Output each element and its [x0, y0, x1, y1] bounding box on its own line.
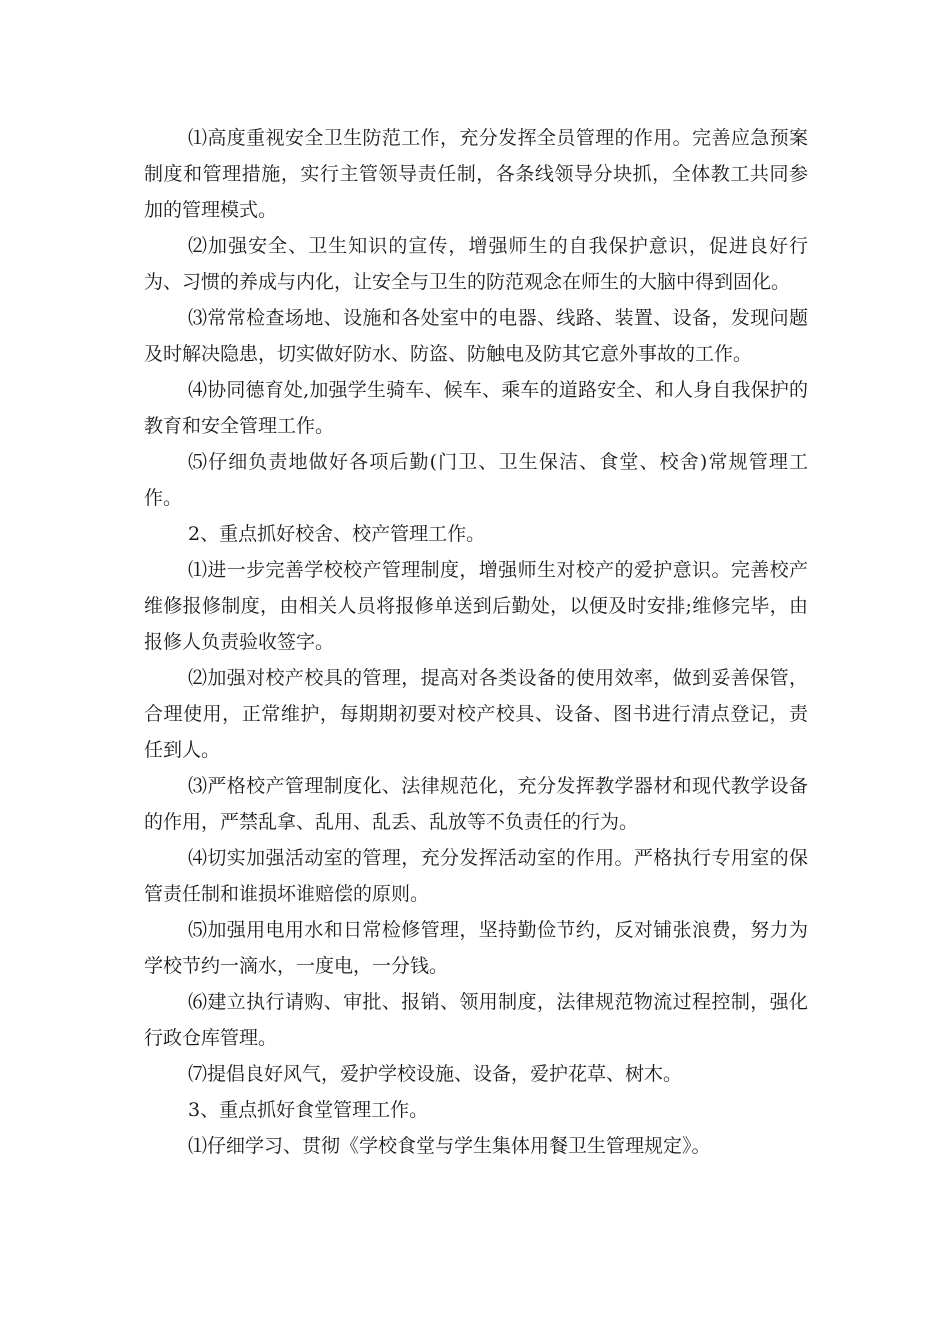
paragraph: ⑶常常检查场地、设施和各处室中的电器、线路、装置、设备，发现问题及时解决隐患，切实做好防水、防盗、防触电及防其它意外事故的工作。 — [144, 307, 808, 365]
paragraph: ⑴仔细学习、贯彻《学校食堂与学生集体用餐卫生管理规定》。 — [188, 1135, 711, 1157]
paragraph: ⑶严格校产管理制度化、法律规范化，充分发挥教学器材和现代教学设备的作用，严禁乱拿、乱用、乱丢、乱放等不负责任的行为。 — [144, 775, 808, 833]
section-heading: 3、重点抓好食堂管理工作。 — [188, 1099, 429, 1121]
paragraph: ⑷协同德育处,加强学生骑车、候车、乘车的道路安全、和人身自我保护的教育和安全管理工作。 — [144, 379, 808, 437]
paragraph: ⑴进一步完善学校校产管理制度，增强师生对校产的爱护意识。完善校产维修报修制度，由相关人员将报修单送到后勤处，以便及时安排;维修完毕，由报修人负责验收签字。 — [144, 559, 808, 653]
section-heading: 2、重点抓好校舍、校产管理工作。 — [188, 523, 486, 545]
paragraph: ⑸加强用电用水和日常检修管理，坚持勤俭节约，反对铺张浪费，努力为学校节约一滴水，一度电，一分钱。 — [144, 919, 808, 977]
paragraph: ⑸仔细负责地做好各项后勤(门卫、卫生保洁、食堂、校舍)常规管理工作。 — [144, 451, 808, 509]
paragraph: ⑷切实加强活动室的管理，充分发挥活动室的作用。严格执行专用室的保管责任制和谁损坏谁赔偿的原则。 — [144, 847, 808, 905]
paragraph: ⑵加强对校产校具的管理，提高对各类设备的使用效率，做到妥善保管，合理使用，正常维护，每期期初要对校产校具、设备、图书进行清点登记，责任到人。 — [144, 667, 808, 761]
paragraph: ⑹建立执行请购、审批、报销、领用制度，法律规范物流过程控制，强化行政仓库管理。 — [144, 991, 808, 1049]
paragraph: ⑵加强安全、卫生知识的宣传，增强师生的自我保护意识，促进良好行为、习惯的养成与内化，让安全与卫生的防范观念在师生的大脑中得到固化。 — [144, 235, 808, 293]
paragraph: ⑴高度重视安全卫生防范工作，充分发挥全员管理的作用。完善应急预案制度和管理措施，实行主管领导责任制，各条线领导分块抓，全体教工共同参加的管理模式。 — [144, 127, 808, 221]
paragraph: ⑺提倡良好风气，爱护学校设施、设备，爱护花草、树木。 — [188, 1063, 683, 1085]
document-body — [144, 120, 808, 1164]
